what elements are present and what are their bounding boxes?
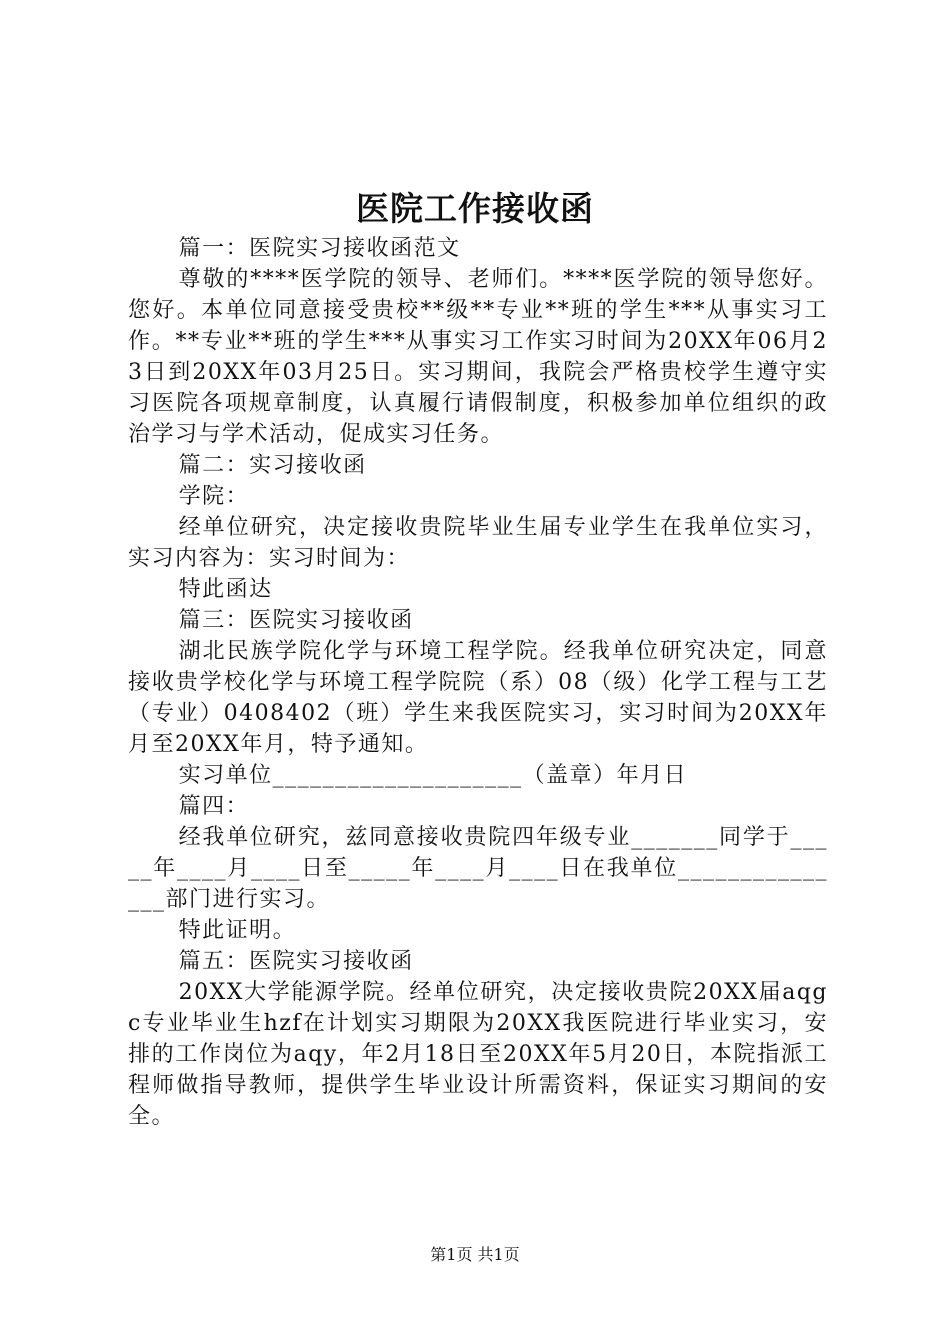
paragraph: 学院： [178, 484, 250, 509]
paragraph: 20XX大学能源学院。经单位研究，决定接收贵院20XX届aqgc专业毕业生hzf在计划实习期限为20XX我医院进行毕业实习，安排的工作岗位为aqy，年2月18日至20XX年5月20日，本院指派工程师做指导教师，提供学生毕业设计所需资料，保证实习期间的安全。 [128, 980, 828, 1129]
paragraph: 特此证明。 [178, 918, 297, 943]
paragraph: 经单位研究，决定接收贵院毕业生届专业学生在我单位实习，实习内容为：实习时间为： [128, 515, 828, 571]
paragraph: 经我单位研究，兹同意接收贵院四年级专业_______同学于_____年____月____日至_____年____月____日在我单位_______________部门进行实习。 [128, 825, 828, 912]
section-heading-3: 篇三：医院实习接收函 [178, 608, 414, 633]
section-heading-5: 篇五：医院实习接收函 [178, 949, 414, 974]
page-footer: 第1页 共1页 [430, 1245, 520, 1264]
section-heading-4: 篇四： [178, 794, 250, 819]
document-body [128, 233, 828, 1132]
paragraph: 尊敬的****医学院的领导、老师们。****医学院的领导您好。您好。本单位同意接受贵校**级**专业**班的学生***从事实习工作。**专业**班的学生***从事实习工作实习时间为20XX年06月23日到20XX年03月25日。实习期间，我院会严格贵校学生遵守实习医院各项规章制度，认真履行请假制度，积极参加单位组织的政治学习与学术活动，促成实习任务。 [128, 267, 828, 447]
section-heading-1: 篇一：医院实习接收函范文 [178, 236, 461, 261]
paragraph: 特此函达 [178, 577, 273, 602]
document-title: 医院工作接收函 [356, 189, 594, 228]
paragraph: 湖北民族学院化学与环境工程学院。经我单位研究决定，同意接收贵学校化学与环境工程学院院（系）08（级）化学工程与工艺（专业）0408402（班）学生来我医院实习，实习时间为20XX年月至20XX年月，特予通知。 [128, 639, 828, 757]
signature-line: 实习单位____________________（盖章）年月日 [178, 763, 688, 788]
section-heading-2: 篇二：实习接收函 [178, 453, 367, 478]
